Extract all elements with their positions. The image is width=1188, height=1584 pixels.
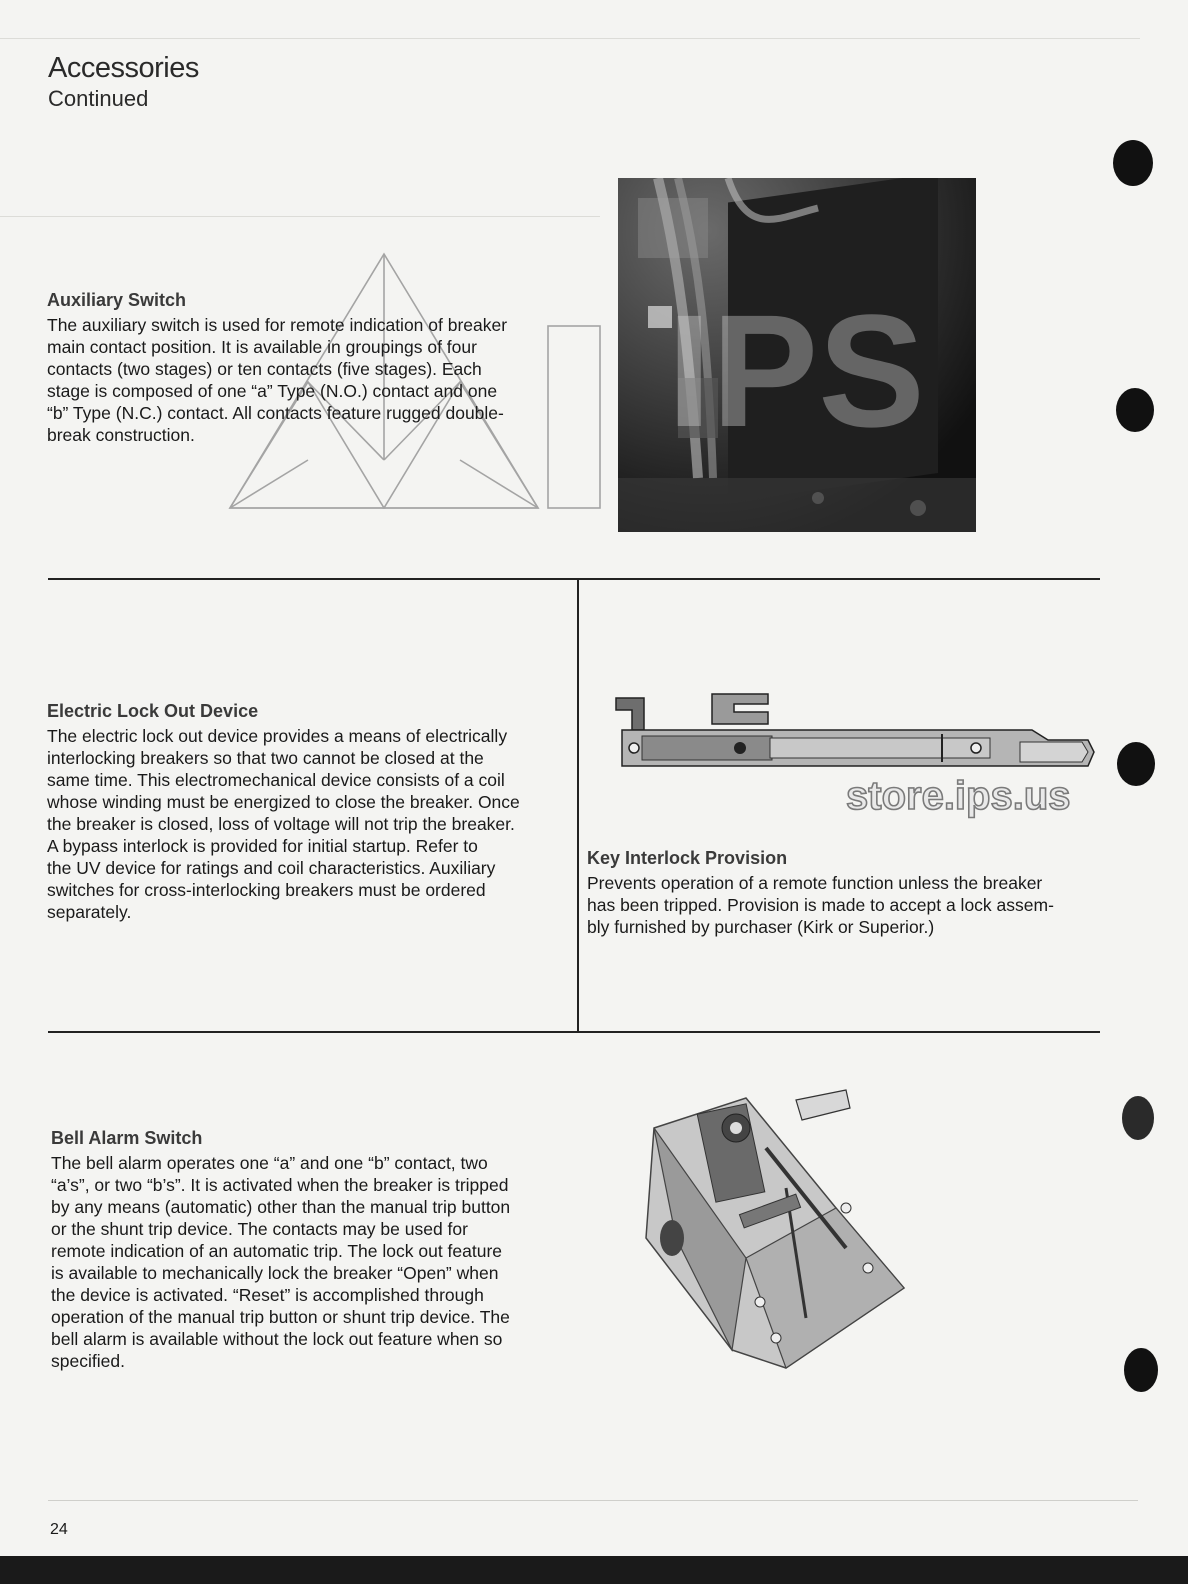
text-line: The bell alarm operates one “a” and one “b” contact, two: [51, 1153, 488, 1173]
text-line: or the shunt trip device. The contacts may be used for: [51, 1219, 468, 1239]
page-number: 24: [50, 1521, 68, 1538]
electric-lock-out-body: [47, 725, 575, 923]
auxiliary-switch-photo: [618, 178, 976, 532]
scan-line: [48, 1500, 1138, 1501]
text-line: The electric lock out device provides a means of electrically: [47, 726, 508, 746]
text-line: specified.: [51, 1351, 125, 1371]
scan-edge-bar: [0, 1556, 1188, 1584]
key-interlock-section: [587, 848, 1112, 938]
text-line: has been tripped. Provision is made to accept a lock assem-: [587, 895, 1054, 915]
text-line: the UV device for ratings and coil characteristics. Auxiliary: [47, 858, 496, 878]
key-interlock-body: [587, 872, 1112, 938]
section-divider: [48, 1031, 1100, 1033]
text-line: is available to mechanically lock the breaker “Open” when: [51, 1263, 499, 1283]
text-line: bly furnished by purchaser (Kirk or Superior.): [587, 917, 935, 937]
text-line: bell alarm is available without the lock out feature when so: [51, 1329, 503, 1349]
punch-hole: [1116, 388, 1154, 432]
store-watermark: store.ips.us: [846, 774, 1071, 818]
text-line: the breaker is closed, loss of voltage will not trip the breaker.: [47, 814, 515, 834]
text-line: main contact position. It is available in groupings of four: [47, 337, 477, 357]
text-line: the device is activated. “Reset” is accomplished through: [51, 1285, 484, 1305]
bell-alarm-heading: Bell Alarm Switch: [51, 1128, 203, 1148]
key-interlock-heading: Key Interlock Provision: [587, 848, 788, 868]
scan-line: [0, 38, 1140, 39]
text-line: stage is composed of one “a” Type (N.O.) contact and one: [47, 381, 498, 401]
page-title: Accessories: [48, 52, 199, 84]
text-line: interlocking breakers so that two cannot be closed at the: [47, 748, 484, 768]
text-line: operation of the manual trip button or shunt trip device. The: [51, 1307, 510, 1327]
text-line: by any means (automatic) other than the manual trip button: [51, 1197, 511, 1217]
punch-hole: [1117, 742, 1155, 786]
column-divider: [577, 578, 579, 1032]
text-line: break construction.: [47, 425, 195, 445]
text-line: A bypass interlock is provided for initial startup. Refer to: [47, 836, 478, 856]
ips-watermark-letters: IPS: [667, 281, 925, 460]
text-line: “a’s”, or two “b’s”. It is activated when the breaker is tripped: [51, 1175, 509, 1195]
scan-line: [0, 216, 600, 217]
auxiliary-switch-body: [47, 314, 577, 446]
text-line: The auxiliary switch is used for remote indication of breaker: [47, 315, 508, 335]
text-line: separately.: [47, 902, 132, 922]
text-line: contacts (two stages) or ten contacts (five stages). Each: [47, 359, 482, 379]
text-line: Prevents operation of a remote function unless the breaker: [587, 873, 1043, 893]
text-line: “b” Type (N.C.) contact. All contacts feature rugged double-: [47, 403, 504, 423]
page-subtitle: Continued: [48, 86, 149, 111]
auxiliary-switch-heading: Auxiliary Switch: [47, 290, 187, 310]
text-line: remote indication of an automatic trip. The lock out feature: [51, 1241, 503, 1261]
electric-lock-out-heading: Electric Lock Out Device: [47, 701, 259, 721]
bell-alarm-photo: [636, 1088, 914, 1380]
punch-hole: [1124, 1348, 1158, 1392]
electric-lock-out-section: [47, 701, 575, 923]
text-line: same time. This electromechanical device consists of a coil: [47, 770, 505, 790]
key-interlock-photo: [612, 690, 1102, 780]
punch-hole: [1113, 140, 1153, 186]
bell-alarm-body: [51, 1152, 591, 1372]
text-line: whose winding must be energized to close the breaker. Once: [47, 792, 520, 812]
text-line: switches for cross-interlocking breakers must be ordered: [47, 880, 486, 900]
punch-hole: [1122, 1096, 1154, 1140]
bell-alarm-section: [51, 1128, 591, 1372]
auxiliary-switch-section: [47, 290, 577, 446]
section-divider: [48, 578, 1100, 580]
